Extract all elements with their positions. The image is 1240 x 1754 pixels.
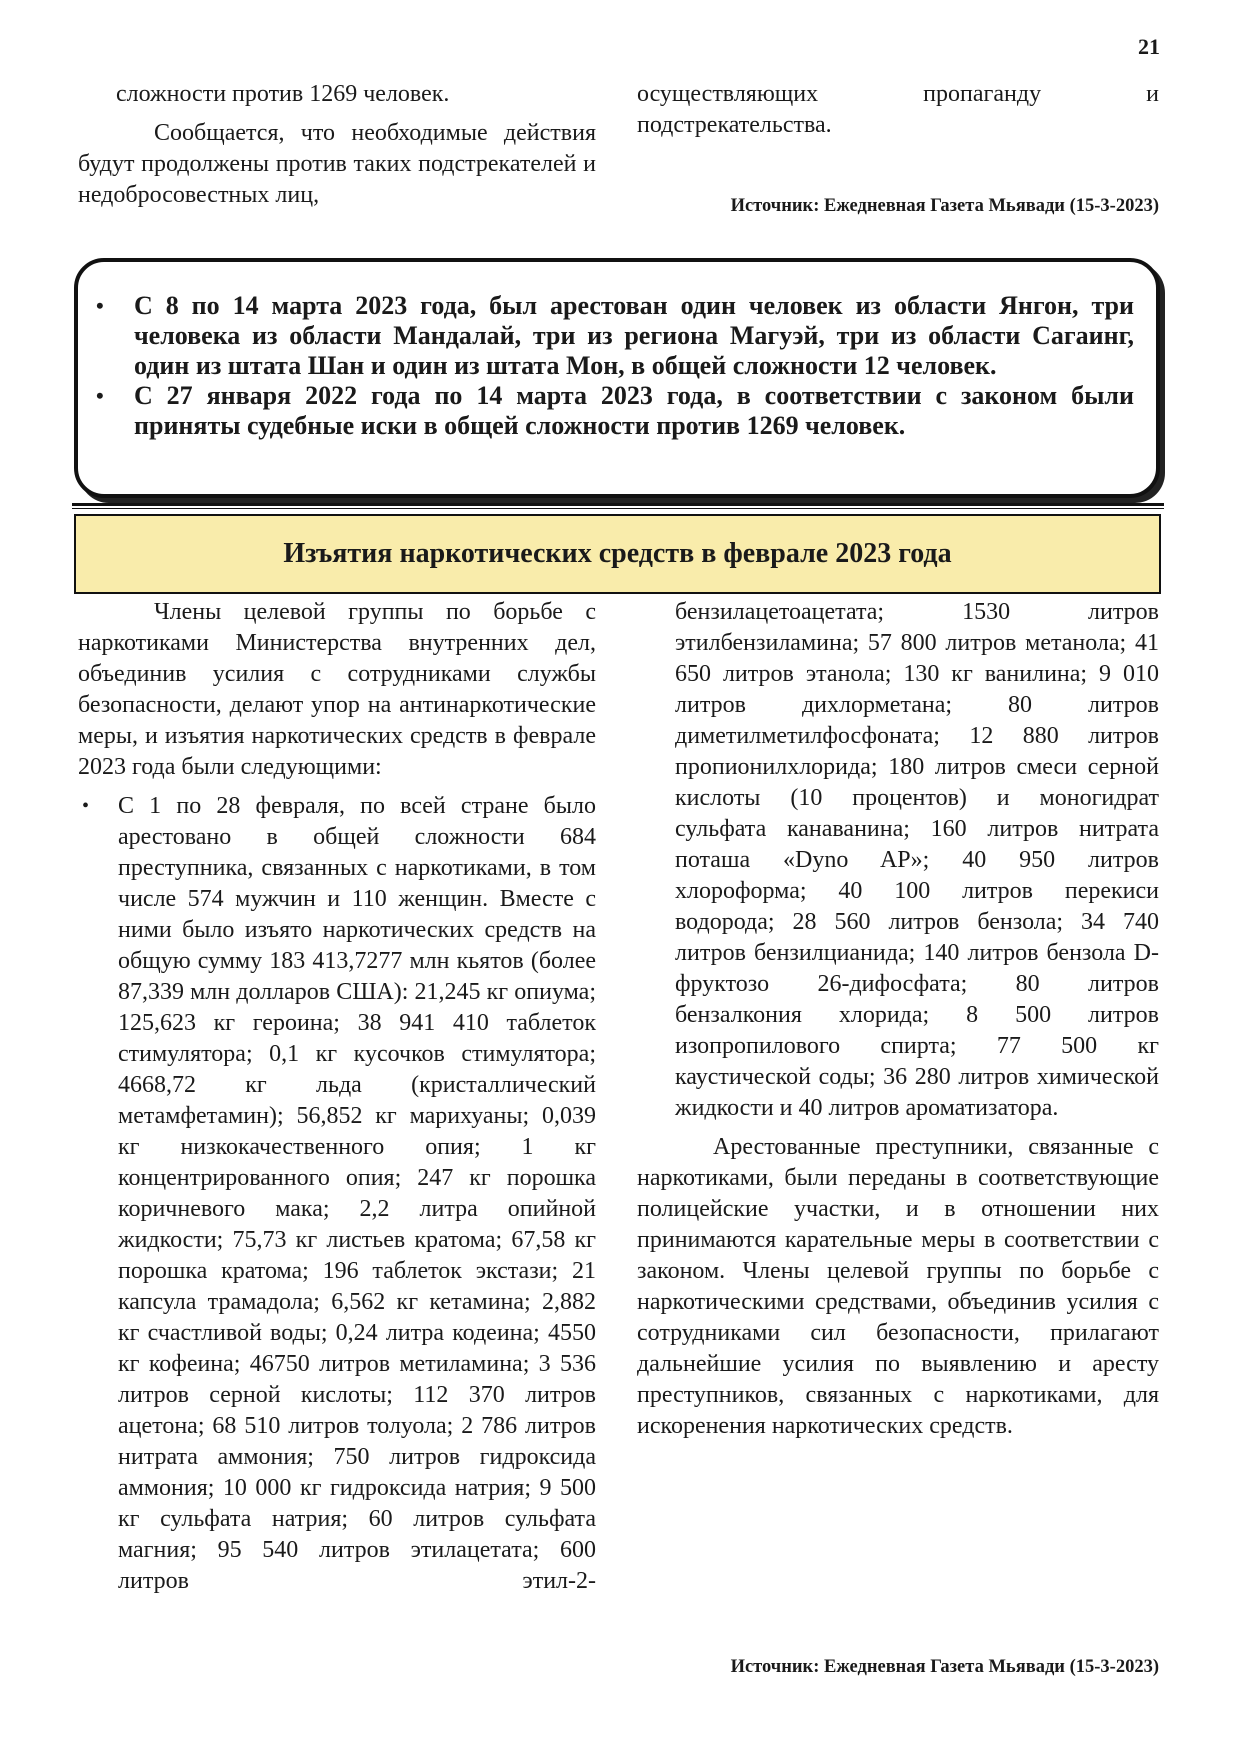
closing-paragraph: Арестованные преступники, связанные с наркотиками, были переданы в соответствующие полицейские участки, и в отношении них принимаются карательные меры в соответствии с законом. Члены целевой группы по борьбе с наркотическими средствами, объединив усилия с сотрудниками сил безопасности, прилагают дальнейшие усилия по выявлению и аресту преступников, связанных с наркотиками, для искоренения наркотических средств. (637, 1134, 1159, 1439)
section-title: Изъятия наркотических средств в феврале 2023 года (283, 538, 952, 569)
bullet-icon: • (82, 795, 90, 817)
source-citation: Источник: Ежедневная Газета Мьявади (15-3-2023) (730, 196, 1159, 216)
article-right-column (637, 597, 1159, 1442)
seizure-bullet (78, 791, 596, 1597)
divider (72, 503, 1164, 506)
page-number: 21 (1138, 34, 1160, 59)
divider (72, 508, 1164, 509)
paragraph: Сообщается, что необходимые действия будут продолжены против таких подстрекателей и недобросовестных лиц, (78, 120, 596, 208)
section-banner (74, 514, 1161, 594)
summary-item (78, 381, 1156, 441)
summary-list (78, 291, 1156, 441)
summary-box (74, 258, 1160, 498)
article-left-column (78, 597, 596, 1597)
continuation-paragraph: бензилацетоацетата; 1530 литров этилбензиламина; 57 800 литров метанола; 41 650 литров этанола; 130 кг ванилина; 9 010 литров дихлорметана; 80 литров диметилметилфосфоната; 12 880 литров пропионилхлорида; 180 литров смеси серной кислоты (10 процентов) и моногидрат сульфата канаванина; 160 литров нитрата поташа «Dyno AP»; 40 950 литров хлороформа; 40 100 литров перекиси водорода; 28 560 литров бензола; 34 740 литров бензилцианида; 140 литров бензола D-фруктозо 26-дифосфата; 80 литров бензалкония хлорида; 8 500 литров изопропилового спирта; 77 500 кг каустической соды; 36 280 литров химической жидкости и 40 литров ароматизатора. (675, 599, 1159, 1121)
summary-item (78, 291, 1156, 381)
top-right-column (637, 79, 1159, 141)
summary-item-text: С 27 января 2022 года по 14 марта 2023 года, в соответствии с законом были приняты судебные иски в общей сложности против 1269 человек. (134, 381, 1134, 440)
source-citation: Источник: Ежедневная Газета Мьявади (15-3-2023) (730, 1657, 1159, 1677)
intro-paragraph: Члены целевой группы по борьбе с наркотиками Министерства внутренних дел, объединив усилия с сотрудниками службы безопасности, делают упор на антинаркотические меры, и изъятия наркотических средств в феврале 2023 года были следующими: (78, 599, 596, 780)
paragraph: сложности против 1269 человек. (116, 81, 450, 107)
top-left-column (78, 79, 596, 211)
paragraph: осуществляющих пропаганду и подстрекательства. (637, 81, 1159, 138)
bullet-icon: • (96, 383, 104, 408)
seizure-bullet-text: С 1 по 28 февраля, по всей стране было арестовано в общей сложности 684 преступника, связанных с наркотиками, в том числе 574 мужчин и 110 женщин. Вместе с ними было изъято наркотических средств на общую сумму 183 413,7277 млн кьятов (более 87,339 млн долларов США): 21,245 кг опиума; 125,623 кг героина; 38 941 410 таблеток стимулятора; 0,1 кг кусочков стимулятора; 4668,72 кг льда (кристаллический метамфетамин); 56,852 кг марихуаны; 0,039 кг низкокачественного опия; 1 кг концентрированного опия; 247 кг порошка коричневого мака; 2,2 литра опийной жидкости; 75,73 кг листьев кратома; 67,58 кг порошка кратома; 196 таблеток экстази; 21 капсула трамадола; 6,562 кг кетамина; 2,882 кг счастливой воды; 0,24 литра кодеина; 4550 кг кофеина; 46750 литров метиламина; 3 536 литров серной кислоты; 112 370 литров ацетона; 68 510 литров толуола; 2 786 литров нитрата аммония; 750 литров гидроксида аммония; 10 000 кг гидроксида натрия; 9 500 кг сульфата натрия; 60 литров сульфата магния; 95 540 литров этилацетата; 600 литров этил-2- (118, 793, 596, 1594)
bullet-icon: • (96, 293, 104, 318)
summary-item-text: С 8 по 14 марта 2023 года, был арестован один человек из области Янгон, три человека из области Мандалай, три из региона Магуэй, три из области Сагаинг, один из штата Шан и один из штата Мон, в общей сложности 12 человек. (134, 291, 1134, 380)
